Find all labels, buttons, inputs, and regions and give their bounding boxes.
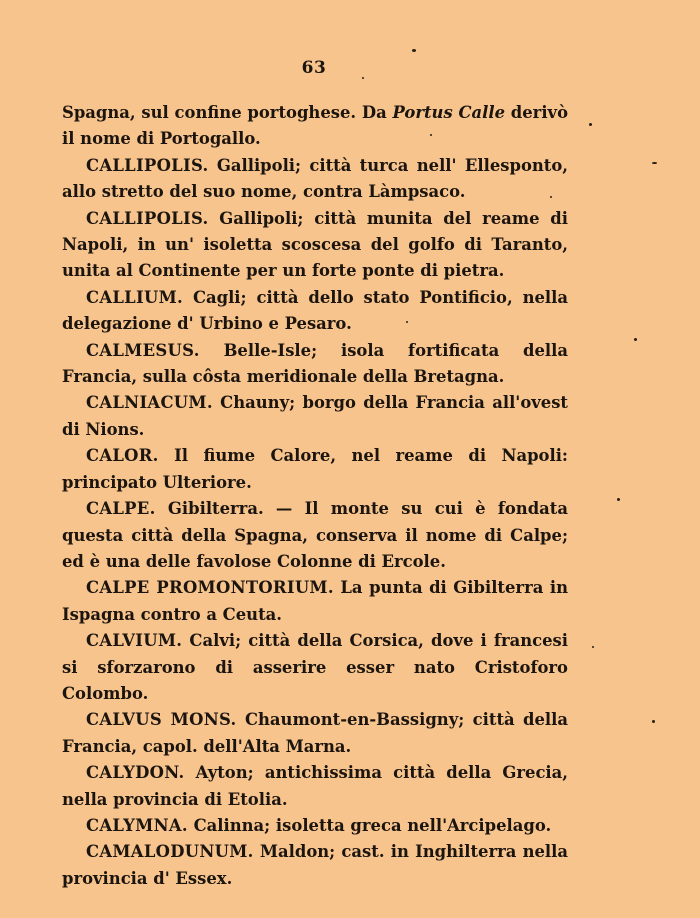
print-speck bbox=[617, 498, 620, 501]
entry-text: Gallipoli; città munita del reame di Napoli, in un' isoletta scoscesa del golfo di Taranto, unita al Continente per un forte ponte di pietra. bbox=[62, 208, 568, 281]
entry-text: Maldon; cast. in Inghilterra nella provincia d' Essex. bbox=[62, 842, 568, 888]
gazetteer-entry bbox=[62, 338, 568, 391]
print-speck bbox=[362, 77, 364, 79]
entry-headword: CALLIUM. bbox=[86, 287, 184, 307]
entry-text: Chauny; borgo della Francia all'ovest di Nions. bbox=[62, 393, 568, 439]
gazetteer-entry bbox=[62, 707, 568, 760]
gazetteer-entry bbox=[62, 839, 568, 892]
gazetteer-entry bbox=[62, 760, 568, 813]
entry-text: Gibilterra. — Il monte su cui è fondata questa città della Spagna, conserva il nome di Calpe; ed è una delle favolose Colonne di Ercole. bbox=[62, 499, 568, 571]
entry-headword: CALLIPOLIS. bbox=[86, 155, 209, 175]
gazetteer-entry bbox=[62, 285, 568, 338]
entry-text: Chaumont-en-Bassigny; città della Francia, capol. dell'Alta Marna. bbox=[62, 710, 569, 756]
gazetteer-entry bbox=[62, 153, 568, 206]
entry-text: Cagli; città dello stato Pontificio, nella delegazione d' Urbino e Pesaro. bbox=[62, 287, 568, 334]
entry-headword: CALMESUS. bbox=[86, 340, 200, 360]
entry-text: Belle-Isle; isola fortificata della Francia, sulla côsta meridionale della Bretagna. bbox=[62, 340, 568, 387]
entry-headword: CAMALODUNUM. bbox=[86, 842, 254, 862]
entry-headword: CALLIPOLIS. bbox=[86, 208, 209, 228]
entry-headword: CALYMNA. bbox=[86, 815, 188, 835]
print-speck bbox=[652, 162, 657, 164]
entry-headword: CALNIACUM. bbox=[86, 393, 213, 413]
gazetteer-entry bbox=[62, 813, 568, 839]
gazetteer-entry bbox=[62, 390, 568, 443]
entry-headword: CALVIUM. bbox=[86, 631, 183, 651]
gazetteer-entry bbox=[62, 206, 568, 285]
print-speck bbox=[652, 720, 655, 723]
entry-text: derivò il nome di Portogallo. bbox=[62, 103, 569, 149]
gazetteer-entry bbox=[62, 443, 568, 496]
entry-continuation bbox=[62, 100, 568, 153]
print-speck bbox=[550, 196, 552, 198]
print-speck bbox=[589, 123, 592, 126]
print-speck bbox=[634, 338, 637, 341]
entry-text: Gallipoli; città turca nell' Ellesponto, allo stretto del suo nome, contra Làmpsaco. bbox=[62, 155, 568, 202]
print-speck bbox=[592, 646, 594, 648]
entry-text: La punta di Gibilterra in Ispagna contro a Ceuta. bbox=[62, 578, 568, 624]
print-speck bbox=[406, 321, 408, 323]
gazetteer-text bbox=[62, 100, 568, 892]
gazetteer-entry bbox=[62, 575, 568, 628]
gazetteer-entry bbox=[62, 496, 568, 575]
page-number: 63 bbox=[301, 58, 327, 78]
print-speck bbox=[412, 49, 416, 52]
entry-text: Spagna, sul confine portoghese. Da bbox=[62, 103, 393, 122]
entry-italic-text: Portus Calle bbox=[392, 103, 506, 122]
entry-text: Ayton; antichissima città della Grecia, nella provincia di Etolia. bbox=[62, 763, 568, 809]
entry-headword: CALVUS MONS. bbox=[86, 710, 237, 730]
entry-headword: CALPE. bbox=[86, 499, 156, 519]
entry-headword: CALOR. bbox=[86, 446, 159, 466]
entry-headword: CALPE PROMONTORIUM. bbox=[86, 578, 334, 598]
entry-headword: CALYDON. bbox=[86, 763, 185, 783]
entry-text: Calvi; città della Corsica, dove i francesi si sforzarono di asserire esser nato Cristoforo Colombo. bbox=[62, 631, 568, 703]
entry-text: Calinna; isoletta greca nell'Arcipelago. bbox=[187, 815, 552, 835]
gazetteer-entry bbox=[62, 628, 568, 707]
print-speck bbox=[430, 134, 432, 136]
entry-text: Il fiume Calore, nel reame di Napoli: principato Ulteriore. bbox=[62, 446, 568, 492]
